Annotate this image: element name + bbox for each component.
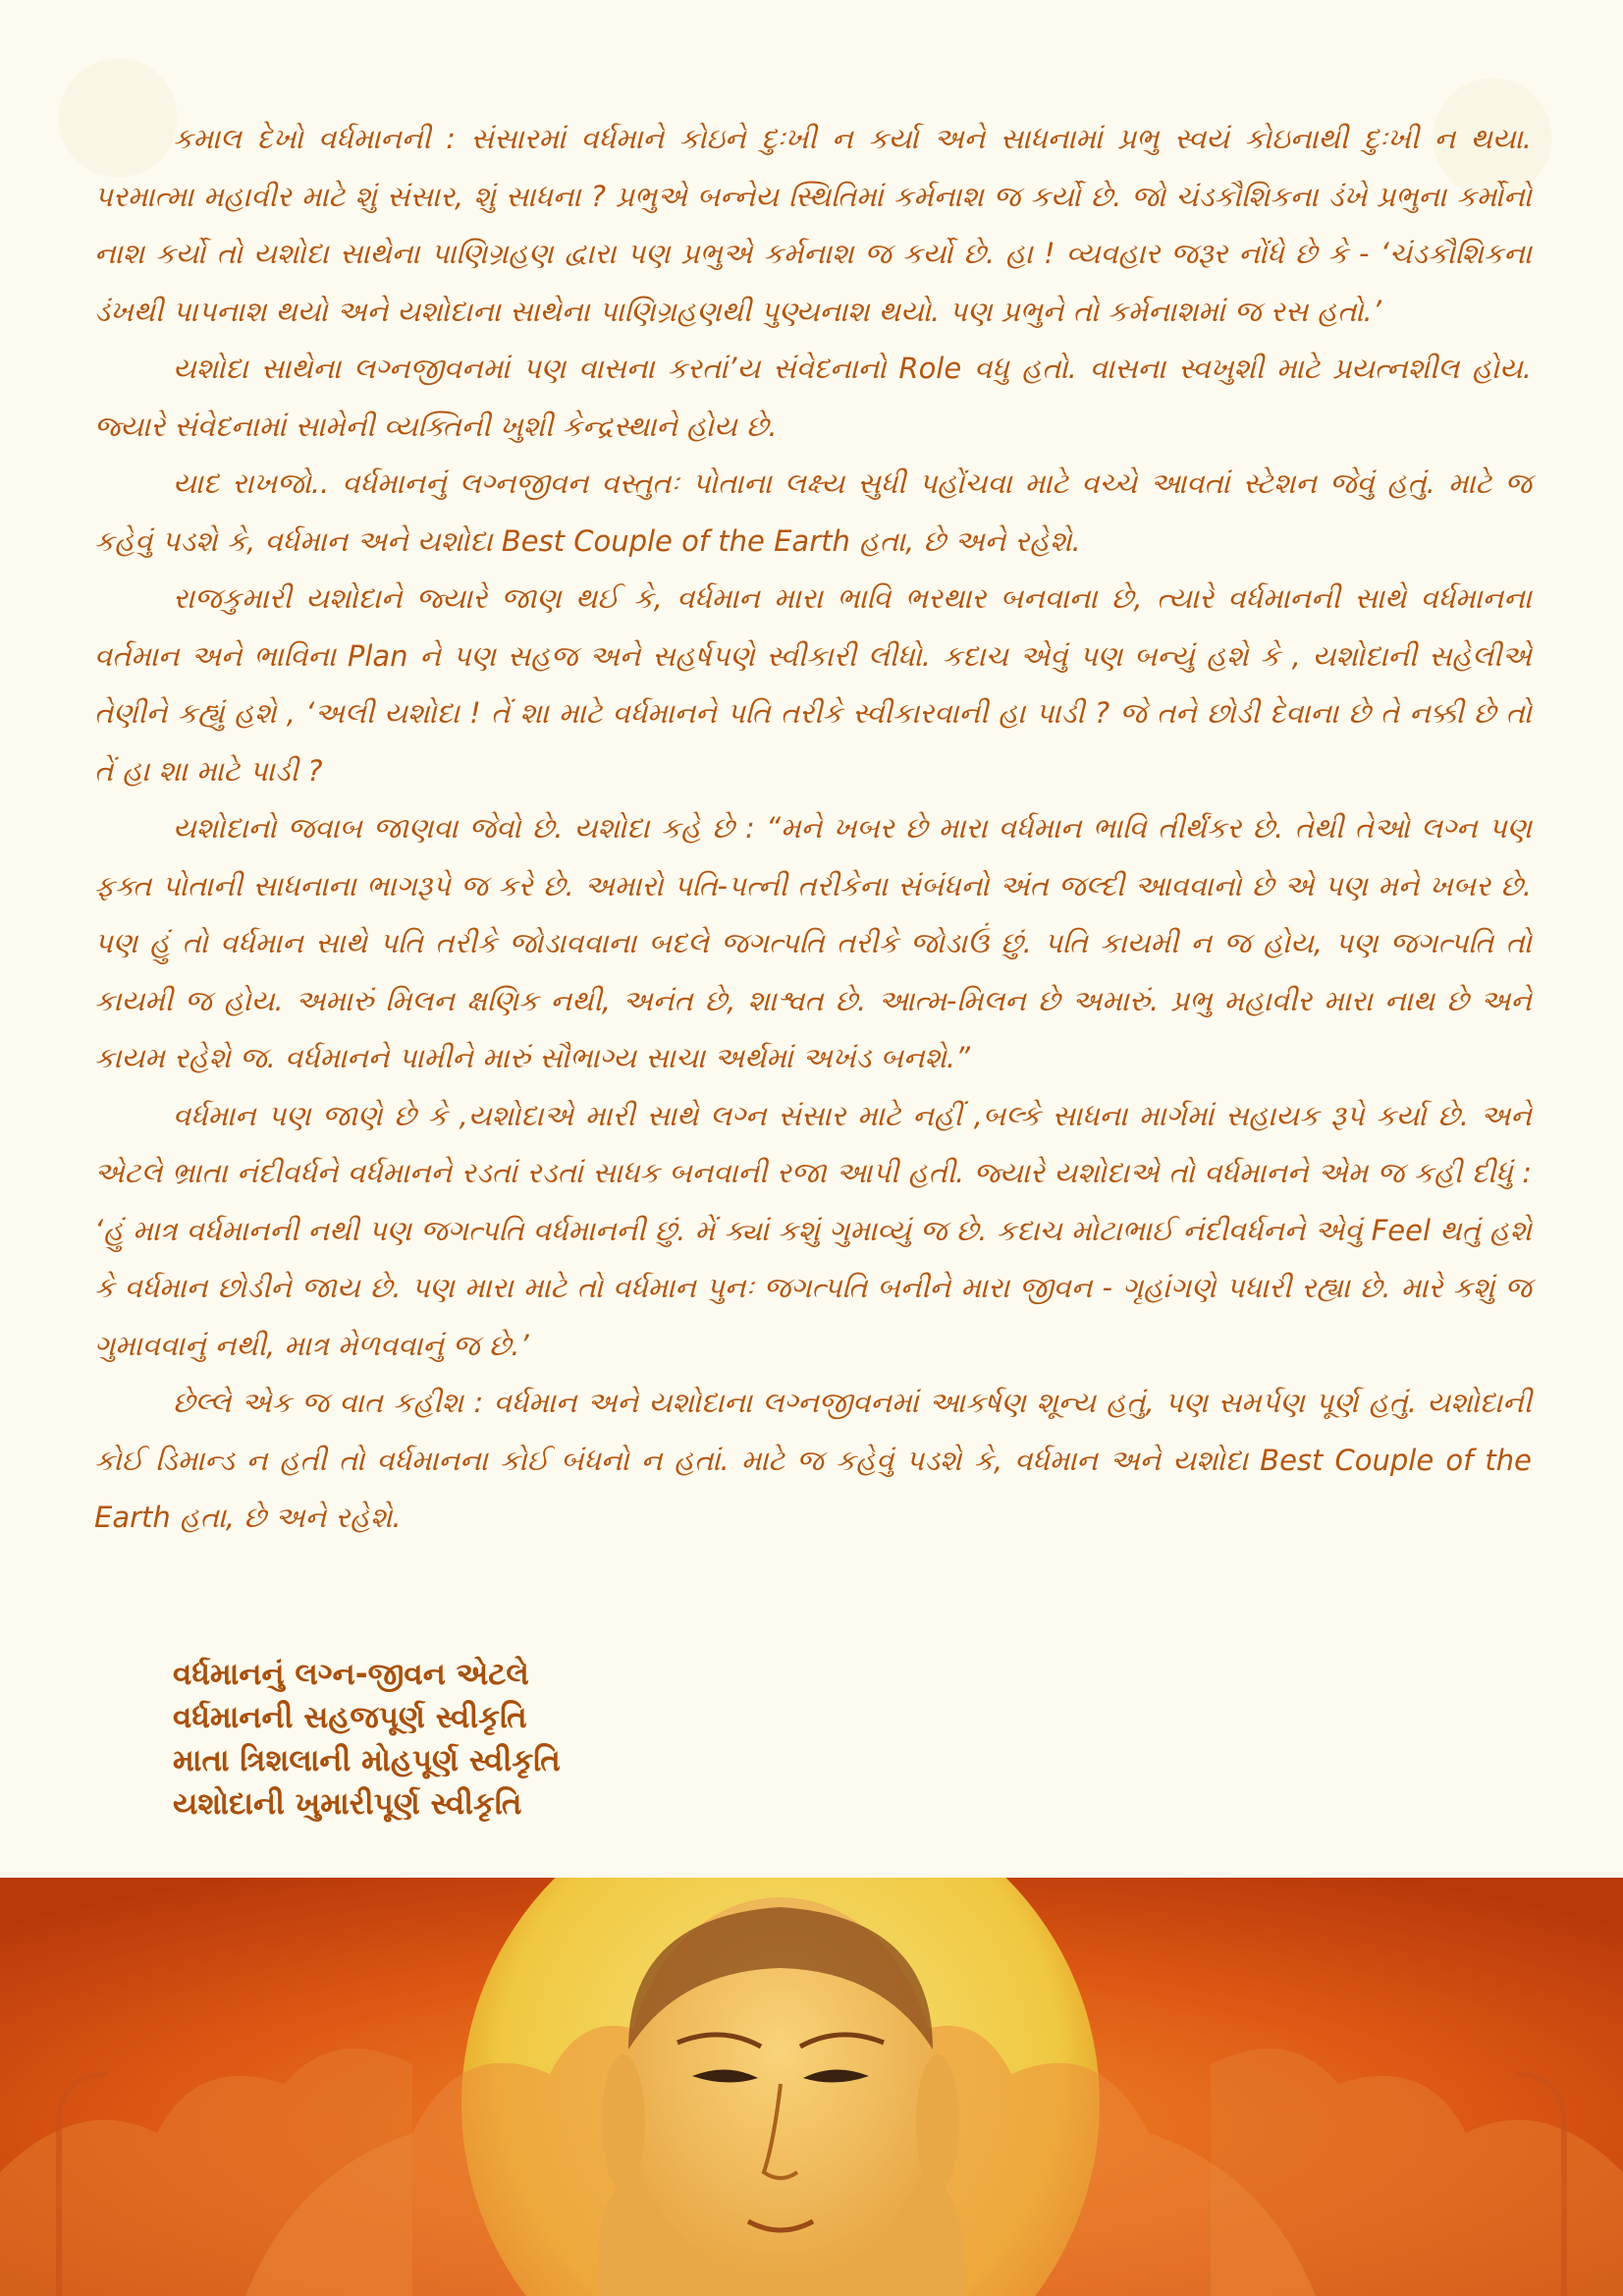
paragraph-5: યશોદાનો જવાબ જાણવા જેવો છે. યશોદા કહે છે : “મને ખબર છે મારા વર્ધમાન ભાવિ તીર્થંકર છે. તેથી તેઓ લગ્ન પણ ફક્ત પોતાની સાધનાના ભાગરૂપે જ કરે છે. અમારો પતિ-પત્ની તરીકેના સંબંધનો અંત જલ્દી આવવાનો છે એ પણ મને ખબર છે. પણ હું તો વર્ધમાન સાથે પતિ તરીકે જોડાવવાના બદલે જગત્પતિ તરીકે જોડાઉં છું. પતિ કાયમી ન જ હોય, પણ જગત્પતિ તો કાયમી જ હોય. અમારું મિલન ક્ષણિક નથી, અનંત છે, શાશ્વત છે. આત્મ-મિલન છે અમારું. પ્રભુ મહાવીર મારા નાથ છે અને કાયમ રહેશે જ. વર્ધમાનને પામીને મારું સૌભાગ્ય સાચા અર્થમાં અખંડ બનશે.” <box>94 811 1532 1074</box>
verse-line-2: વર્ધમાનની સહજપૂર્ણ સ્વીકૃતિ <box>173 1700 527 1735</box>
painting-svg <box>0 1878 1623 2296</box>
meditating-tirthankara-painting <box>0 1878 1623 2296</box>
verse-line-1: વર્ધમાનનું લગ્ન-જીવન એટલે <box>173 1657 529 1692</box>
closing-verse <box>173 1653 561 1826</box>
paragraph-2: યશોદા સાથેના લગ્નજીવનમાં પણ વાસના કરતાં’ય સંવેદનાનો Role વધુ હતો. વાસના સ્વખુશી માટે પ્રયત્નશીલ હોય. જ્યારે સંવેદનામાં સામેની વ્યક્તિની ખુશી કેન્દ્રસ્થાને હોય છે. <box>94 352 1532 443</box>
right-ear <box>916 2054 959 2192</box>
paragraph-6: વર્ધમાન પણ જાણે છે કે ,યશોદાએ મારી સાથે લગ્ન સંસાર માટે નહીં ,બલ્કે સાધના માર્ગમાં સહાયક રૂપે કર્યા છે. અને એટલે ભ્રાતા નંદીવર્ધને વર્ધમાનને રડતાં રડતાં સાધક બનવાની રજા આપી હતી. જ્યારે યશોદાએ તો વર્ધમાનને એમ જ કહી દીધું : ‘હું માત્ર વર્ધમાનની નથી પણ જગત્પતિ વર્ધમાનની છું. મેં ક્યાં કશું ગુમાવ્યું જ છે. કદાચ મોટાભાઈ નંદીવર્ધનને એવું Feel થતું હશે કે વર્ધમાન છોડીને જાય છે. પણ મારા માટે તો વર્ધમાન પુનઃ જગત્પતિ બનીને મારા જીવન - ગૃહાંગણે પધારી રહ્યા છે. મારે કશું જ ગુમાવવાનું નથી, માત્ર મેળવવાનું જ છે.’ <box>94 1098 1532 1362</box>
left-ear <box>602 2054 645 2192</box>
verse-line-4: યશોદાની ખુમારીપૂર્ણ સ્વીકૃતિ <box>173 1786 522 1822</box>
paragraph-1: કમાલ દેખો વર્ધમાનની : સંસારમાં વર્ધમાને કોઇને દુઃખી ન કર્યા અને સાધનામાં પ્રભુ સ્વયં કોઇનાથી દુઃખી ન થયા. પરમાત્મા મહાવીર માટે શું સંસાર, શું સાધના ? પ્રભુએ બન્નેય સ્થિતિમાં કર્મનાશ જ કર્યો છે. જો ચંડકૌશિકના ડંખે પ્રભુના કર્મોનો નાશ કર્યો તો યશોદા સાથેના પાણિગ્રહણ દ્વારા પણ પ્રભુએ કર્મનાશ જ કર્યો છે. હા ! વ્યવહાર જરૂર નોંધે છે કે - ‘ચંડકૌશિકના ડંખથી પાપનાશ થયો અને યશોદાના સાથેના પાણિગ્રહણથી પુણ્યનાશ થયો. પણ પ્રભુને તો કર્મનાશમાં જ રસ હતો.’ <box>94 122 1532 328</box>
article-body <box>94 110 1532 1547</box>
paragraph-3: યાદ રાખજો.. વર્ધમાનનું લગ્નજીવન વસ્તુતઃ પોતાના લક્ષ્ય સુધી પહોંચવા માટે વચ્ચે આવતાં સ્ટેશન જેવું હતું. માટે જ કહેવું પડશે કે, વર્ધમાન અને યશોદા Best Couple of the Earth હતા, છે અને રહેશે. <box>94 466 1532 558</box>
verse-line-3: માતા ત્રિશલાની મોહપૂર્ણ સ્વીકૃતિ <box>173 1743 561 1778</box>
paragraph-7: છેલ્લે એક જ વાત કહીશ : વર્ધમાન અને યશોદાના લગ્નજીવનમાં આકર્ષણ શૂન્ય હતું, પણ સમર્પણ પૂર્ણ હતું. યશોદાની કોઈ ડિમાન્ડ ન હતી તો વર્ધમાનના કોઈ બંધનો ન હતાં. માટે જ કહેવું પડશે કે, વર્ધમાન અને યશોદા Best Couple of the Earth હતા, છે અને રહેશે. <box>94 1386 1532 1534</box>
paragraph-4: રાજકુમારી યશોદાને જ્યારે જાણ થઈ કે, વર્ધમાન મારા ભાવિ ભરથાર બનવાના છે, ત્યારે વર્ધમાનની સાથે વર્ધમાનના વર્તમાન અને ભાવિના Plan ને પણ સહજ અને સહર્ષપણે સ્વીકારી લીધો. કદાચ એવું પણ બન્યું હશે કે , યશોદાની સહેલીએ તેણીને કહ્યું હશે , ‘અલી યશોદા ! તેં શા માટે વર્ધમાનને પતિ તરીકે સ્વીકારવાની હા પાડી ? જે તને છોડી દેવાના છે તે નક્કી છે તો તેં હા શા માટે પાડી ? <box>94 581 1532 788</box>
